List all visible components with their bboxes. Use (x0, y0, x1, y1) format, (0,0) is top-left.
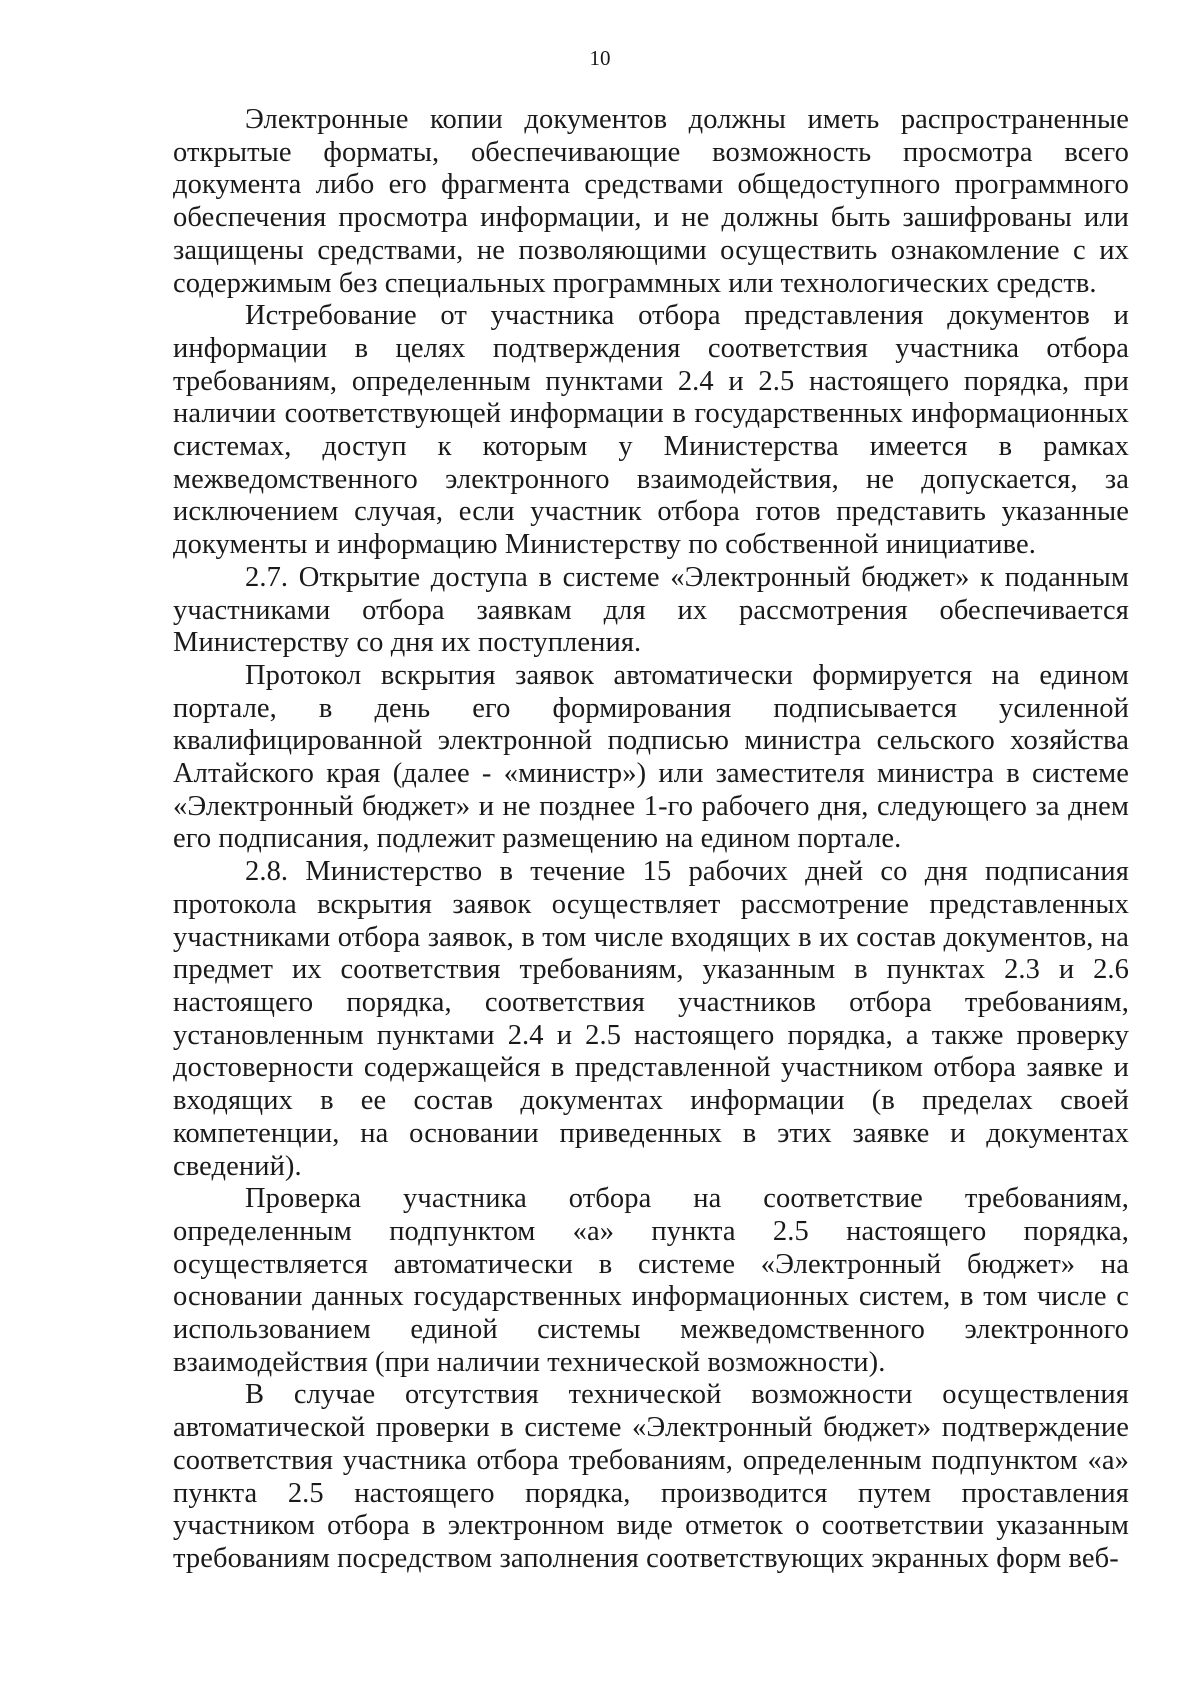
document-body (173, 104, 1129, 1576)
paragraph-manual-confirmation: В случае отсутствия технической возможности осуществления автоматической проверки в системе «Электронный бюджет» подтверждение соответствия участника отбора требованиям, определенным подпунктом «а» пункта 2.5 настоящего порядка, производится путем проставления участником отбора в электронном виде отметок о соответствии указанным требованиям посредством заполнения соответствующих экранных форм веб- (173, 1379, 1129, 1574)
paragraph-2-8-review: 2.8. Министерство в течение 15 рабочих дней со дня подписания протокола вскрытия заявок осуществляет рассмотрение представленных участниками отбора заявок, в том числе входящих в их состав документов, на предмет их соответствия требованиям, указанным в пунктах 2.3 и 2.6 настоящего порядка, соответствия участников отбора требованиям, установленным пунктами 2.4 и 2.5 настоящего порядка, а также проверку достоверности содержащейся в представленной участником отбора заявке и входящих в ее состав документах информации (в пределах своей компетенции, на основании приведенных в этих заявке и документах сведений). (173, 856, 1129, 1182)
paragraph-electronic-copies: Электронные копии документов должны иметь распространенные открытые форматы, обеспечивающие возможность просмотра всего документа либо его фрагмента средствами общедоступного программного обеспечения просмотра информации, и не должны быть зашифрованы или защищены средствами, не позволяющими осуществить ознакомление с их содержимым без специальных программных или технологических средств. (173, 104, 1129, 299)
paragraph-opening-protocol: Протокол вскрытия заявок автоматически формируется на едином портале, в день его формирования подписывается усиленной квалифицированной электронной подписью министра сельского хозяйства Алтайского края (далее - «министр») или заместителя министра в системе «Электронный бюджет» и не позднее 1-го рабочего дня, следующего за днем его подписания, подлежит размещению на едином портале. (173, 659, 1129, 855)
paragraph-automatic-check: Проверка участника отбора на соответствие требованиям, определенным подпунктом «а» пункта 2.5 настоящего порядка, осуществляется автоматически в системе «Электронный бюджет» на основании данных государственных информационных систем, в том числе с использованием единой системы межведомственного электронного взаимодействия (при наличии технической возможности). (173, 1183, 1129, 1378)
page-number: 10 (589, 46, 611, 70)
paragraph-2-7-access: 2.7. Открытие доступа в системе «Электронный бюджет» к поданным участниками отбора заявкам для их рассмотрения обеспечивается Министерству со дня их поступления. (173, 561, 1129, 659)
paragraph-document-request: Истребование от участника отбора представления документов и информации в целях подтверждения соответствия участника отбора требованиям, определенным пунктами 2.4 и 2.5 настоящего порядка, при наличии соответствующей информации в государственных информационных системах, доступ к которым у Министерства имеется в рамках межведомственного электронного взаимодействия, не допускается, за исключением случая, если участник отбора готов представить указанные документы и информацию Министерству по собственной инициативе. (173, 300, 1129, 561)
